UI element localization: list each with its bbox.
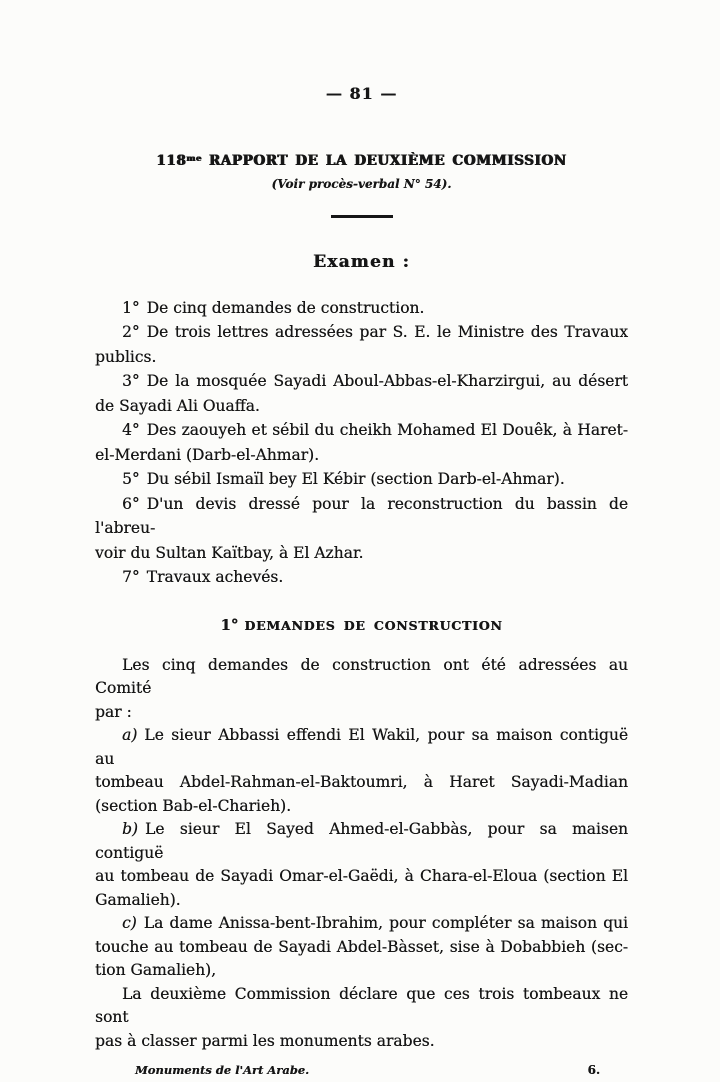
text-line: de Sayadi Ali Ouaffa. xyxy=(95,396,260,415)
text-line: touche au tombeau de Sayadi Abdel-Bàsset, sise à Dobabbieh (sec- xyxy=(95,937,628,956)
examen-heading: Examen : xyxy=(312,251,411,272)
line-marker: b) xyxy=(122,820,138,838)
page-number: — 81 — xyxy=(325,84,398,103)
line-marker: 7° xyxy=(122,568,140,586)
footer-book-title: Monuments de l'Art Arabe. xyxy=(135,1063,310,1077)
text-line: 7° Travaux achevés. xyxy=(122,568,284,586)
text-line: tombeau Abdel-Rahman-el-Baktoumri, à Haret Sayadi-Madian xyxy=(95,773,628,791)
line-marker: 6° xyxy=(122,494,140,513)
text-line: pas à classer parmi les monuments arabes. xyxy=(95,1031,435,1050)
report-number: 118 xyxy=(156,153,187,169)
text-line: 5° Du sébil Ismaïl bey El Kébir (section Darb-el-Ahmar). xyxy=(122,470,565,488)
line-marker: 5° xyxy=(122,470,140,488)
text-line: 2° De trois lettres adressées par S. E. le Ministre des Travaux xyxy=(122,323,628,341)
text-line: b) Le sieur El Sayed Ahmed-el-Gabbàs, pour sa maisen contiguë xyxy=(95,820,628,862)
report-title-text: RAPPORT DE LA DEUXIÈME COMMISSION xyxy=(208,153,567,169)
page-footer xyxy=(95,1063,628,1077)
text-line: voir du Sultan Kaïtbay, à El Azhar. xyxy=(95,543,364,562)
line-marker: a) xyxy=(122,726,138,744)
text-line: tion Gamalieh), xyxy=(95,961,217,979)
text-line: La deuxième Commission déclare que ces trois tombeaux ne sont xyxy=(95,984,628,1026)
line-marker: c) xyxy=(122,914,137,932)
text-line: au tombeau de Sayadi Omar-el-Gaëdi, à Chara-el-Eloua (section El xyxy=(95,867,628,885)
text-line: a) Le sieur Abbassi effendi El Wakil, pour sa maison contiguë au xyxy=(95,726,628,768)
report-number-ordinal-suffix: me xyxy=(186,154,202,164)
text-line: par : xyxy=(95,702,132,721)
section-title: DEMANDES DE CONSTRUCTION xyxy=(244,617,503,633)
report-title xyxy=(95,153,628,169)
page-content xyxy=(0,84,720,1077)
report-subtitle: (Voir procès-verbal N° 54). xyxy=(271,177,452,191)
line-marker: 1° xyxy=(122,298,140,317)
examen-list xyxy=(95,296,628,590)
section-heading xyxy=(95,616,628,634)
text-line: Gamalieh). xyxy=(95,890,181,909)
line-marker: 3° xyxy=(122,372,140,390)
text-line: Les cinq demandes de construction ont été adressées au Comité xyxy=(95,655,628,697)
text-line: publics. xyxy=(95,347,157,366)
footer-signature-number: 6. xyxy=(587,1063,600,1077)
text-line: 1° De cinq demandes de construction. xyxy=(122,298,425,317)
section-number: 1° xyxy=(220,615,239,634)
text-line: 3° De la mosquée Sayadi Aboul-Abbas-el-Kharzirgui, au désert xyxy=(122,372,628,390)
body-paragraphs xyxy=(95,654,628,1054)
text-line: c) La dame Anissa-bent-Ibrahim, pour compléter sa maison qui xyxy=(122,914,628,932)
text-line: 6° D'un devis dressé pour la reconstruction du bassin de l'abreu- xyxy=(95,494,628,537)
text-line: 4° Des zaouyeh et sébil du cheikh Mohamed El Douêk, à Haret- xyxy=(122,421,628,439)
line-marker: 2° xyxy=(122,323,140,341)
text-line: el-Merdani (Darb-el-Ahmar). xyxy=(95,445,320,464)
text-line: (section Bab-el-Charieh). xyxy=(95,796,292,815)
line-marker: 4° xyxy=(122,421,140,439)
divider-rule xyxy=(331,215,393,218)
